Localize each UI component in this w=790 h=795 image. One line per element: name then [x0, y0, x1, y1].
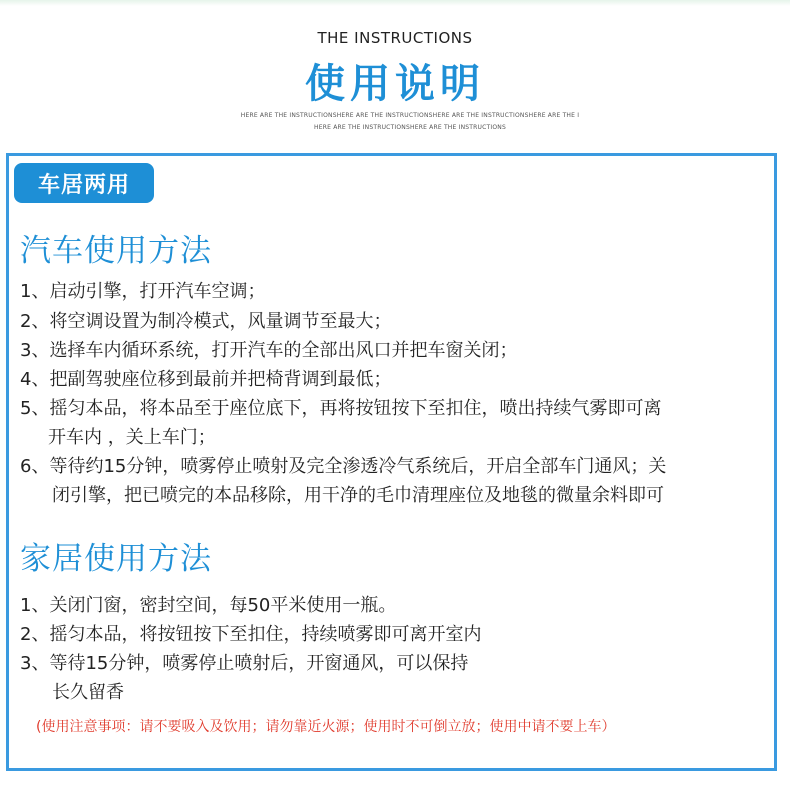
car-step-4: 4、把副驾驶座位移到最前并把椅背调到最低；: [20, 369, 392, 390]
car-section-title: 汽车使用方法: [20, 233, 212, 269]
car-step-5-continued: 开车内 ，关上车门；: [48, 427, 216, 448]
header-english-title: THE INSTRUCTIONS: [317, 29, 473, 47]
top-decor-band: [0, 0, 790, 6]
car-step-6: 6、等待约15分钟，喷雾停止喷射及完全渗透冷气系统后，开启全部车门通风；关: [20, 456, 667, 477]
home-step-1: 1、关闭门窗，密封空间，每50平米使用一瓶。: [20, 595, 397, 616]
car-step-3: 3、选择车内循环系统，打开汽车的全部出风口并把车窗关闭；: [20, 340, 518, 361]
home-section-title: 家居使用方法: [20, 541, 212, 577]
car-step-6-continued: 闭引擎，把已喷完的本品移除，用干净的毛巾清理座位及地毯的微量余料即可: [52, 485, 664, 506]
home-step-2: 2、摇匀本品，将按钮按下至扣住，持续喷雾即可离开室内: [20, 624, 482, 645]
home-step-3-continued: 长久留香: [52, 682, 124, 703]
header-subtext-2: HERE ARE THE INSTRUCTIONSHERE ARE THE INSTRUCTIONS: [314, 124, 506, 131]
car-step-1: 1、启动引擎，打开汽车空调；: [20, 281, 266, 302]
usage-tag: 车居两用: [14, 163, 154, 203]
car-step-5: 5、摇匀本品，将本品至于座位底下，再将按钮按下至扣住，喷出持续气雾即可离: [20, 398, 662, 419]
warning-note: (使用注意事项：请不要吸入及饮用；请勿靠近火源；使用时不可倒立放；使用中请不要上车）: [36, 719, 616, 735]
car-step-2: 2、将空调设置为制冷模式，风量调节至最大；: [20, 311, 392, 332]
home-step-3: 3、等待15分钟，喷雾停止喷射后，开窗通风，可以保持: [20, 653, 469, 674]
header-chinese-title: 使用说明: [305, 61, 485, 107]
header-subtext-1: HERE ARE THE INSTRUCTIONSHERE ARE THE INSTRUCTIONSHERE ARE THE INSTRUCTIONSHERE ARE THE I: [240, 112, 580, 119]
